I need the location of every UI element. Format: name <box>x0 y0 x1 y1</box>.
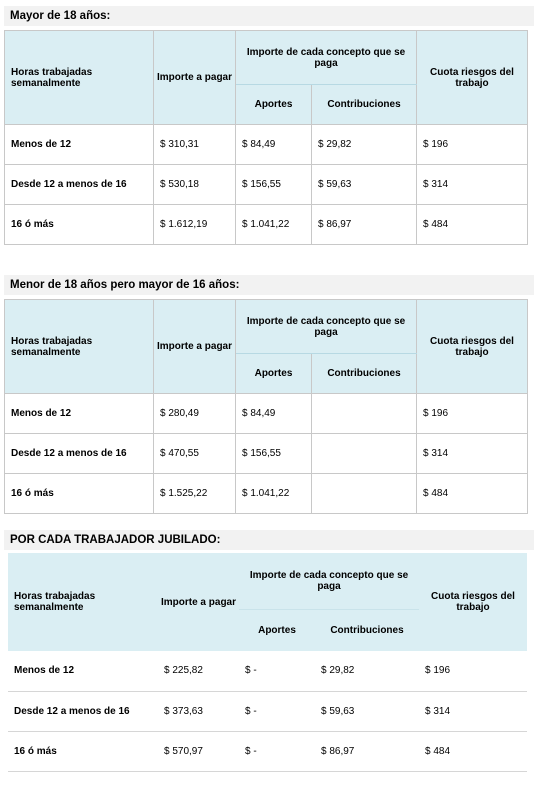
cell-contribuciones: $ 86,97 <box>315 731 419 771</box>
row-label: Desde 12 a menos de 16 <box>5 434 154 474</box>
cell-cuota: $ 484 <box>417 474 528 514</box>
cell-aportes: $ - <box>239 731 315 771</box>
header-group-concepto: Importe de cada concepto que se paga <box>236 300 417 354</box>
cell-contribuciones <box>312 434 417 474</box>
section-title-mayor-18: Mayor de 18 años: <box>4 6 534 26</box>
row-label: Menos de 12 <box>5 125 154 165</box>
cell-aportes: $ 156,55 <box>236 434 312 474</box>
table-jubilado <box>8 553 527 772</box>
cell-importe: $ 373,63 <box>158 691 239 731</box>
section-title-menor-18: Menor de 18 años pero mayor de 16 años: <box>4 275 534 295</box>
table-row <box>8 651 527 691</box>
row-label: Desde 12 a menos de 16 <box>8 691 158 731</box>
header-aportes: Aportes <box>236 85 312 125</box>
table-row <box>5 205 528 245</box>
row-label: Menos de 12 <box>8 651 158 691</box>
header-contribuciones: Contribuciones <box>315 609 419 651</box>
cell-contribuciones: $ 29,82 <box>315 651 419 691</box>
cell-cuota: $ 314 <box>417 434 528 474</box>
table-row <box>8 731 527 771</box>
header-aportes: Aportes <box>239 609 315 651</box>
header-horas: Horas trabajadas semanalmente <box>8 553 158 651</box>
row-label: 16 ó más <box>8 731 158 771</box>
header-contribuciones: Contribuciones <box>312 354 417 394</box>
cell-cuota: $ 314 <box>417 165 528 205</box>
cell-contribuciones: $ 29,82 <box>312 125 417 165</box>
cell-cuota: $ 314 <box>419 691 527 731</box>
header-cuota: Cuota riesgos del trabajo <box>417 300 528 394</box>
table-row <box>5 394 528 434</box>
row-label: Menos de 12 <box>5 394 154 434</box>
row-label: 16 ó más <box>5 474 154 514</box>
header-contribuciones: Contribuciones <box>312 85 417 125</box>
header-aportes: Aportes <box>236 354 312 394</box>
cell-aportes: $ 84,49 <box>236 394 312 434</box>
section-title-jubilado: POR CADA TRABAJADOR JUBILADO: <box>4 530 534 550</box>
cell-importe: $ 280,49 <box>154 394 236 434</box>
cell-importe: $ 1.612,19 <box>154 205 236 245</box>
cell-cuota: $ 196 <box>417 125 528 165</box>
row-label: Desde 12 a menos de 16 <box>5 165 154 205</box>
table-row <box>5 474 528 514</box>
cell-aportes: $ - <box>239 691 315 731</box>
header-cuota: Cuota riesgos del trabajo <box>417 31 528 125</box>
cell-cuota: $ 196 <box>419 651 527 691</box>
cell-aportes: $ 156,55 <box>236 165 312 205</box>
cell-importe: $ 310,31 <box>154 125 236 165</box>
header-horas: Horas trabajadas semanalmente <box>5 300 154 394</box>
header-group-concepto: Importe de cada concepto que se paga <box>239 553 419 609</box>
cell-contribuciones: $ 86,97 <box>312 205 417 245</box>
cell-aportes: $ 1.041,22 <box>236 474 312 514</box>
row-label: 16 ó más <box>5 205 154 245</box>
header-importe-pagar: Importe a pagar <box>158 553 239 651</box>
cell-importe: $ 1.525,22 <box>154 474 236 514</box>
cell-importe: $ 225,82 <box>158 651 239 691</box>
cell-importe: $ 530,18 <box>154 165 236 205</box>
cell-importe: $ 570,97 <box>158 731 239 771</box>
cell-cuota: $ 196 <box>417 394 528 434</box>
header-horas: Horas trabajadas semanalmente <box>5 31 154 125</box>
cell-aportes: $ 84,49 <box>236 125 312 165</box>
cell-aportes: $ - <box>239 651 315 691</box>
table-row <box>5 125 528 165</box>
cell-cuota: $ 484 <box>417 205 528 245</box>
table-row <box>5 434 528 474</box>
cell-contribuciones <box>312 474 417 514</box>
cell-contribuciones: $ 59,63 <box>315 691 419 731</box>
table-mayor-18 <box>4 30 528 245</box>
table-row <box>8 691 527 731</box>
cell-importe: $ 470,55 <box>154 434 236 474</box>
header-importe-pagar: Importe a pagar <box>154 31 236 125</box>
header-cuota: Cuota riesgos del trabajo <box>419 553 527 651</box>
cell-cuota: $ 484 <box>419 731 527 771</box>
cell-aportes: $ 1.041,22 <box>236 205 312 245</box>
cell-contribuciones: $ 59,63 <box>312 165 417 205</box>
table-row <box>5 165 528 205</box>
cell-contribuciones <box>312 394 417 434</box>
header-importe-pagar: Importe a pagar <box>154 300 236 394</box>
table-menor-18 <box>4 299 528 514</box>
header-group-concepto: Importe de cada concepto que se paga <box>236 31 417 85</box>
